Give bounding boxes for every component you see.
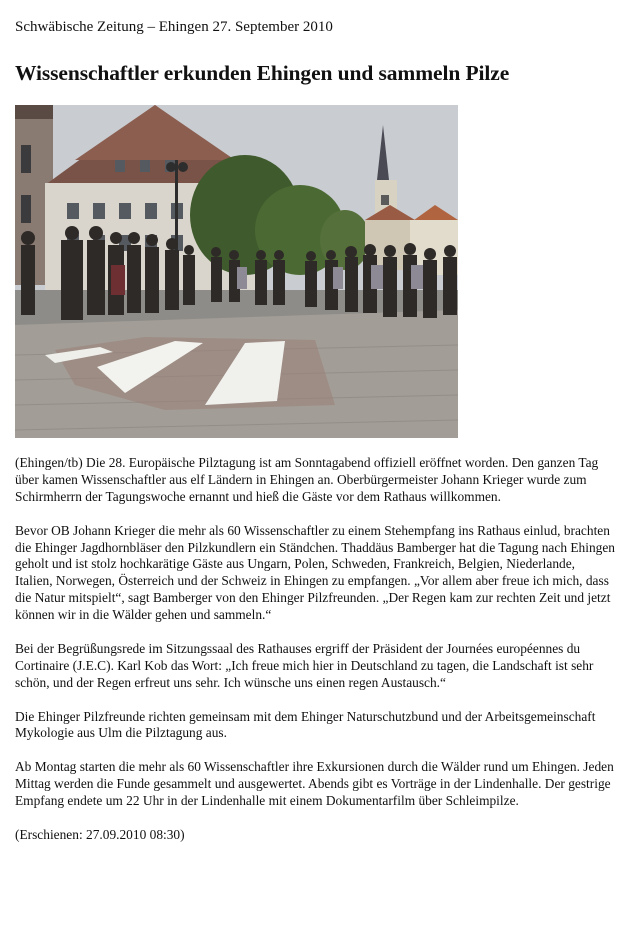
article-paragraph: Ab Montag starten die mehr als 60 Wissenschaftler ihre Exkursionen durch die Wälder rund um Ehingen. Jeden Mittag werden die Funde gesammelt und ausgewertet. Abends gibt es Vorträge in der Lindenhalle. Der gestrige Empfang endete um 22 Uhr in der Lindenhalle mit einem Dokumentarfilm über Schleimpilze. [15,759,614,809]
article-paragraph: Die Ehinger Pilzfreunde richten gemeinsam mit dem Ehinger Naturschutzbund und der Arbeitsgemeinschaft Mykologie aus Ulm die Pilztagung aus. [15,708,596,741]
article-paragraph: (Ehingen/tb) Die 28. Europäische Pilztagung ist am Sonntagabend offiziell eröffnet worden. Den ganzen Tag über kamen Wissenschaftler aus elf Ländern in Ehingen an. Oberbürgermeister Johann Krieger wurde zum Schirmherrn der Tagungswoche ernannt und hieß die Gäste vor dem Rathaus willkommen. [15,455,599,504]
article-body [15,455,615,844]
article-paragraph: Bevor OB Johann Krieger die mehr als 60 Wissenschaftler zu einem Stehempfang ins Rathaus einlud, brachten die Ehinger Jagdhornbläser den Pilzkundlern ein Ständchen. Thaddäus Bamberger hat die Tagung nach Ehingen geholt und ist stolz hochkarätige Gäste aus Ungarn, Polen, Schweden, Frankreich, Belgien, Niederlande, Italien, Norwegen, Österreich und der Schweiz in Ehingen zu empfangen. „Vor allem aber freue ich mich, dass die Natur mitspielt“, sagt Bamberger von den Ehinger Pilzfreunden. „Der Regen kam zur rechten Zeit und jetzt können wir in die Wälder gehen und sammeln.“ [15,522,615,623]
article-photo [15,105,458,438]
article-paragraph: Bei der Begrüßungsrede im Sitzungssaal des Rathauses ergriff der Präsident der Journées européennes du Cortinaire (J.E.C). Karl Kob das Wort: „Ich freue mich hier in Deutschland zu tagen, die Landschaft ist sehr schön, und der Regen erfreut uns sehr. Ich wünsche uns einen regen Austausch.“ [15,640,594,690]
publication-timestamp: (Erschienen: 27.09.2010 08:30) [15,826,185,842]
article-headline: Wissenschaftler erkunden Ehingen und sammeln Pilze [15,61,510,85]
newspaper-source-line: Schwäbische Zeitung – Ehingen 27. September 2010 [15,19,333,35]
